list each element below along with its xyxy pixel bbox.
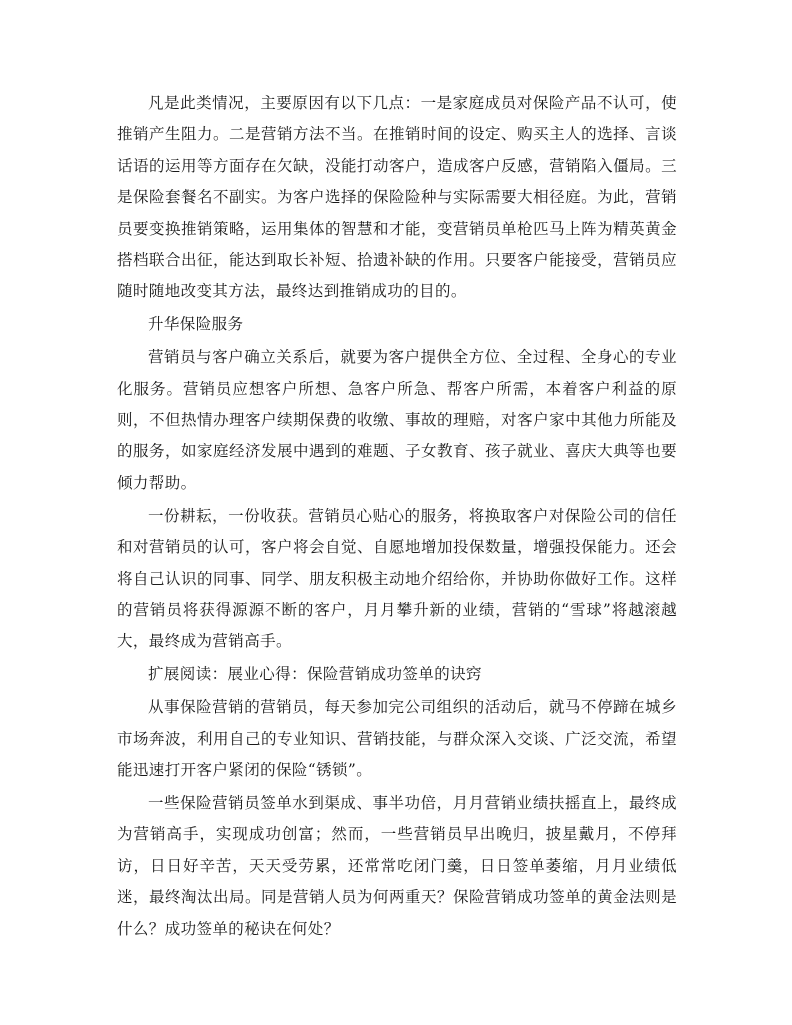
paragraph-reasons: 凡是此类情况，主要原因有以下几点：一是家庭成员对保险产品不认可，使推销产生阻力。二是营销方法不当。在推销时间的设定、购买主人的选择、言谈话语的运用等方面存在欠缺，没能打动客户，造成客户反感，营销陷入僵局。三是保险套餐名不副实。为客户选择的保险险种与实际需要大相径庭。为此，营销员要变换推销策略，运用集体的智慧和才能，变营销员单枪匹马上阵为精英黄金搭档联合出征，能达到取长补短、拾遗补缺的作用。只要客户能接受，营销员应随时随地改变其方法，最终达到推销成功的目的。 — [117, 94, 677, 301]
section-heading-service: 升华保险服务 — [148, 315, 244, 334]
paragraph-salesperson: 从事保险营销的营销员，每天参加完公司组织的活动后，就马不停蹄在城乡市场奔波，利用自己的专业知识、营销技能，与群众深入交谈、广泛交流，希望能迅速打开客户紧闭的保险“锈锁”。 — [117, 698, 677, 780]
paragraph-service: 营销员与客户确立关系后，就要为客户提供全方位、全过程、全身心的专业化服务。营销员应想客户所想、急客户所急、帮客户所需，本着客户利益的原则，不但热情办理客户续期保费的收缴、事故的理赔，对客户家中其他力所能及的服务，如家庭经济发展中遇到的难题、子女教育、孩子就业、喜庆大典等也要倾力帮助。 — [117, 348, 677, 492]
document-body — [117, 88, 677, 946]
paragraph-contrast: 一些保险营销员签单水到渠成、事半功倍，月月营销业绩扶摇直上，最终成为营销高手，实现成功创富；然而，一些营销员早出晚归，披星戴月，不停拜访，日日好辛苦，天天受劳累，还常常吃闭门羹，日日签单萎缩，月月业绩低迷，最终淘汰出局。同是营销人员为何两重天？保险营销成功签单的黄金法则是什么？成功签单的秘诀在何处？ — [117, 793, 677, 938]
section-heading-extended-reading: 扩展阅读：展业心得：保险营销成功签单的诀窍 — [148, 665, 482, 684]
paragraph-harvest: 一份耕耘，一份收获。营销员心贴心的服务，将换取客户对保险公司的信任和对营销员的认可，客户将会自觉、自愿地增加投保数量，增强投保能力。还会将自己认识的同事、同学、朋友积极主动地介绍给你，并协助你做好工作。这样的营销员将获得源源不断的客户，月月攀升新的业绩，营销的“雪球”将越滚越大，最终成为营销高手。 — [117, 506, 677, 651]
